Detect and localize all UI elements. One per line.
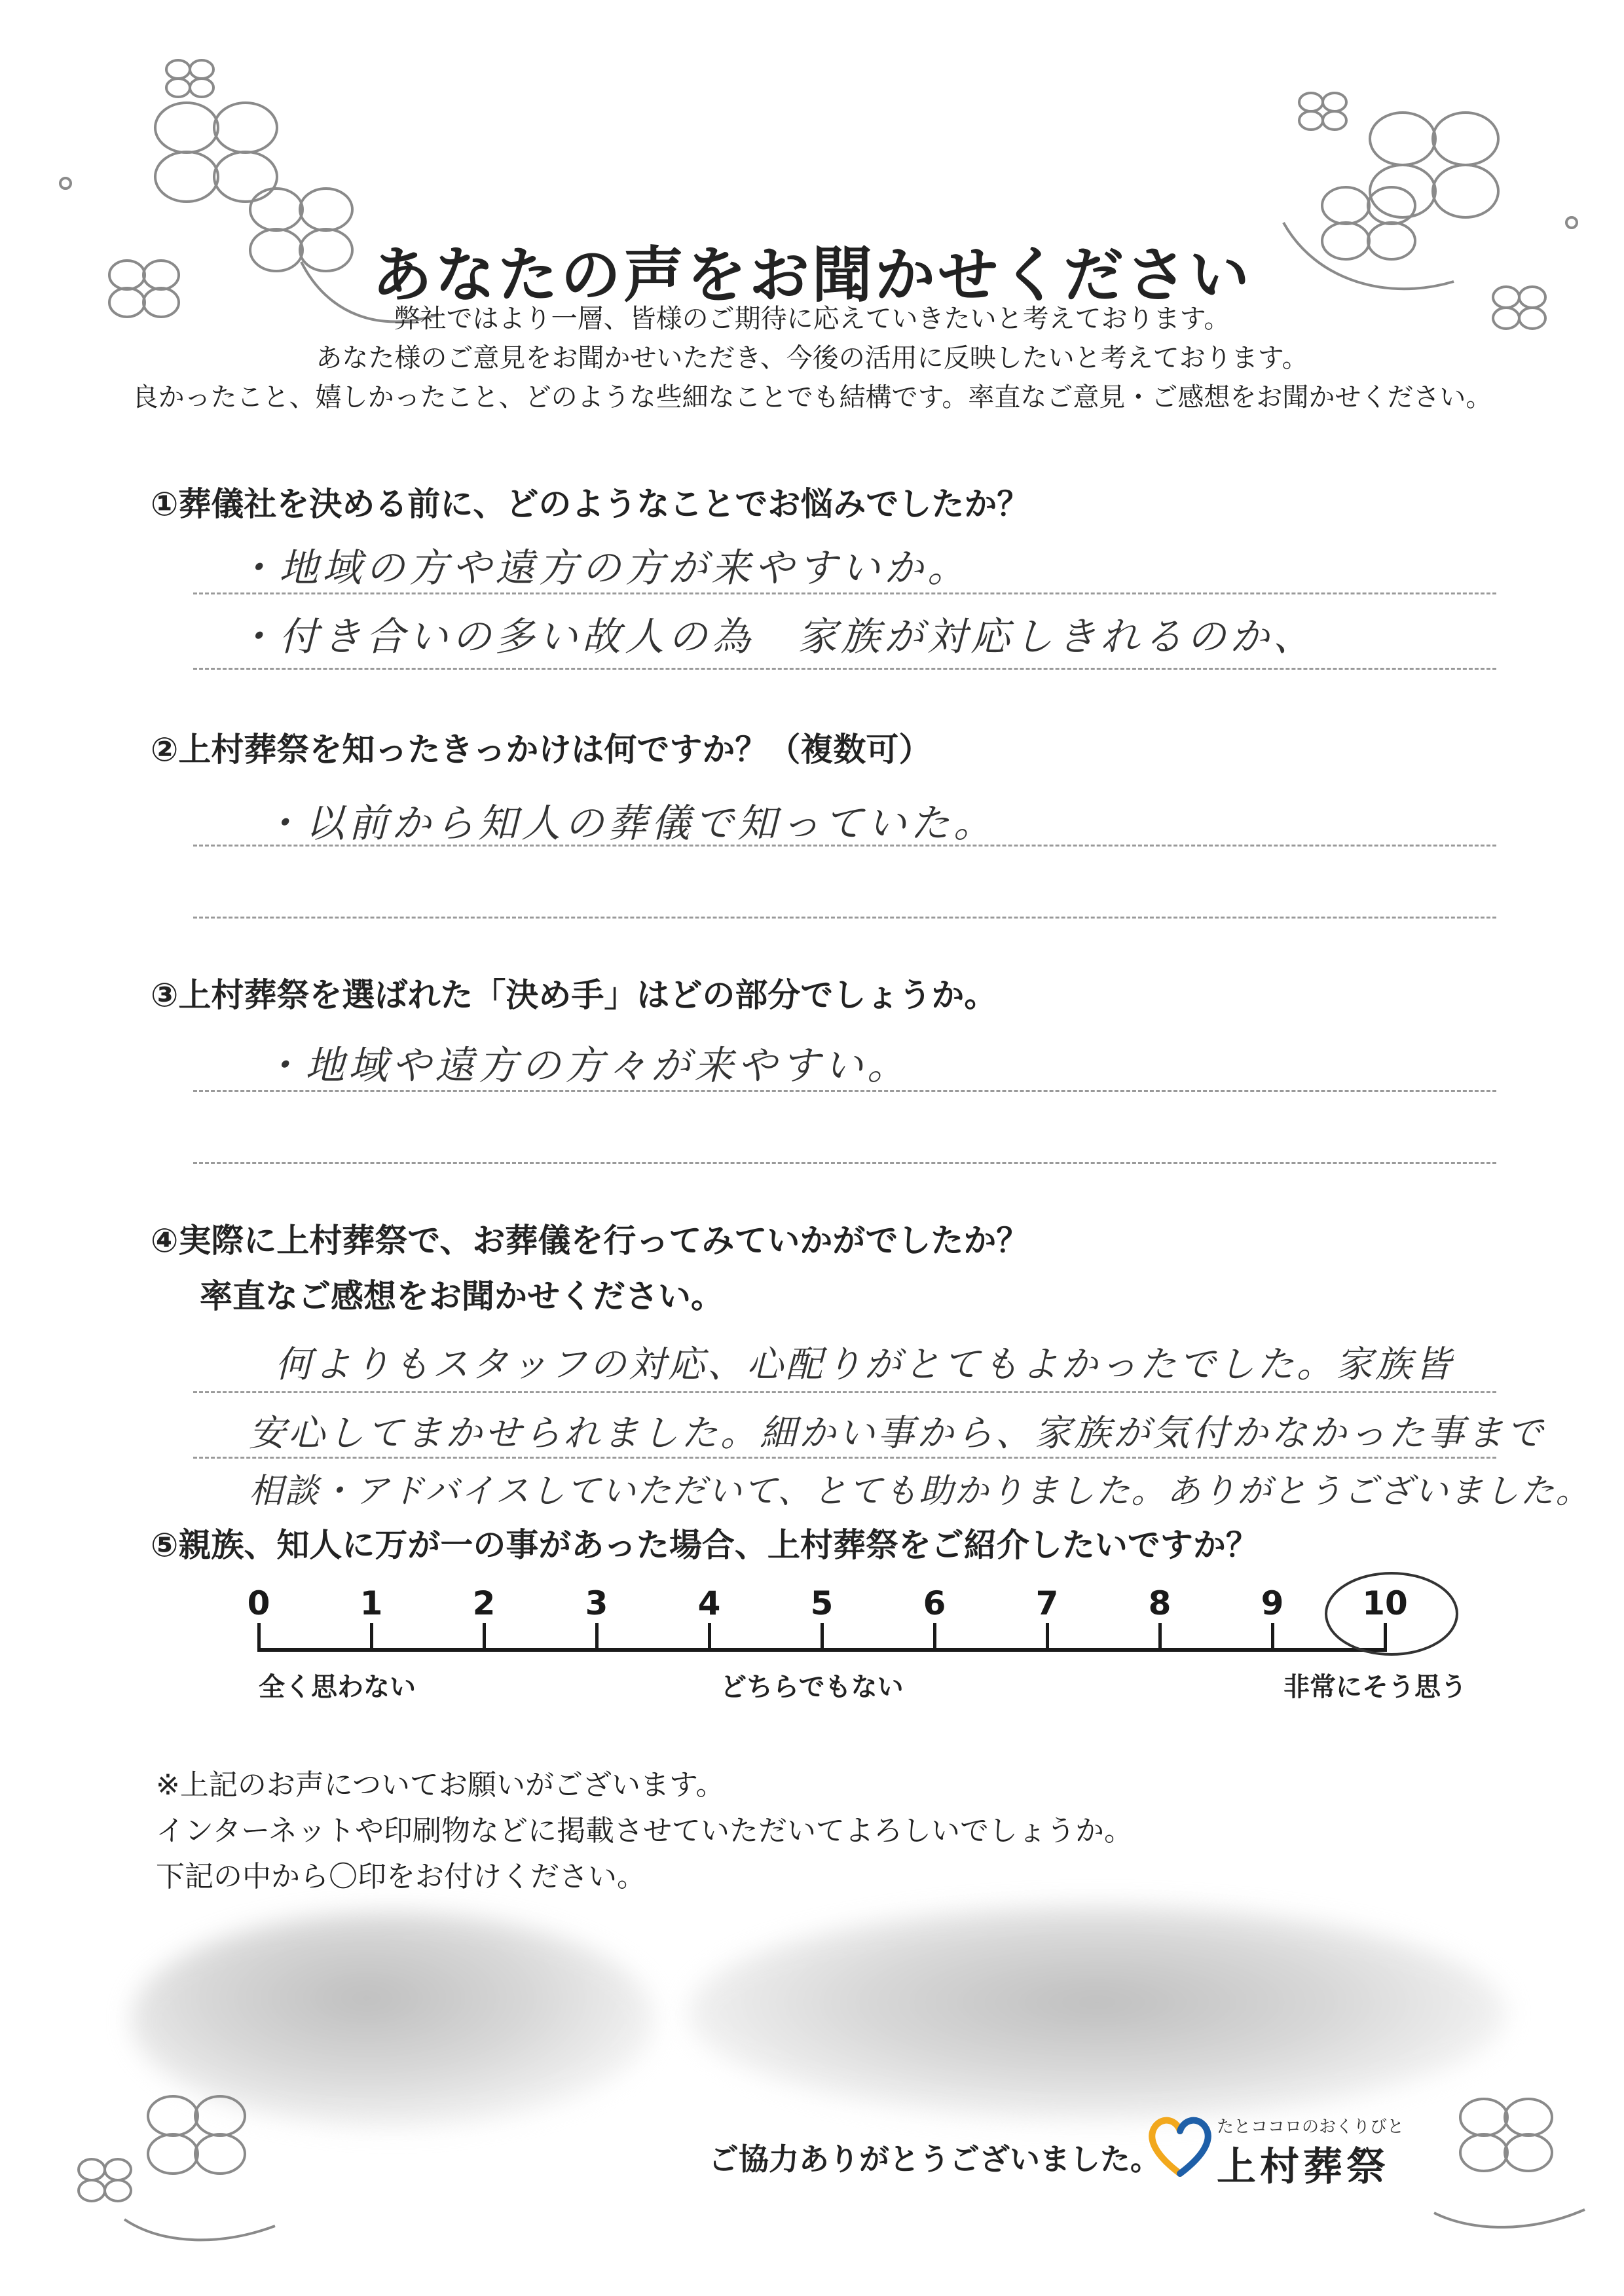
- scale-tick-9: [1271, 1623, 1274, 1652]
- scale-tick-7: [1046, 1623, 1049, 1652]
- logo-tagline: たとココロのおくりびと: [1217, 2117, 1405, 2137]
- scale-tick-1: [370, 1623, 373, 1652]
- scale-tick-2: [483, 1623, 486, 1652]
- heart-logo-icon: [1147, 2108, 1213, 2180]
- thanks-message: ご協力ありがとうございました。: [709, 2141, 1160, 2177]
- intro-line-2: あなた様のご意見をお聞かせいただき、今後の活用に反映したいと考えております。: [316, 343, 1308, 373]
- answer-2-line-1: ・以前から知人の葬儀で知っていた。: [262, 801, 997, 847]
- scale-low-label: 全く思わない: [259, 1672, 416, 1702]
- scale-tick-0: [257, 1623, 261, 1652]
- answer-1-line-2: ・付き合いの多い故人の為 家族が対応しきれるのか、: [236, 614, 1316, 660]
- clover-decoration-bottom-left: [65, 2062, 301, 2259]
- answer-line: [193, 1391, 1496, 1393]
- scale-number-9: 9: [1261, 1584, 1284, 1622]
- selected-rating-circle: [1320, 1568, 1464, 1660]
- answer-4-line-2: 安心してまかせられました。細かい事から、家族が気付かなかった事まで: [249, 1412, 1545, 1455]
- scale-mid-label: どちらでもない: [720, 1672, 904, 1702]
- question-5: ⑤親族、知人に万が一の事があった場合、上村葬祭をご紹介したいですか？: [151, 1526, 1259, 1564]
- logo-name: 上村葬祭: [1217, 2144, 1390, 2190]
- scale-number-7: 7: [1035, 1584, 1059, 1622]
- answer-line: [193, 1457, 1496, 1459]
- scale-high-label: 非常にそう思う: [1283, 1672, 1467, 1702]
- question-2: ②上村葬祭を知ったきっかけは何ですか？（複数可）: [151, 731, 932, 769]
- answer-line: [193, 845, 1496, 847]
- answer-4-line-3: 相談・アドバイスしていただいて、とても助かりました。ありがとうございました。: [249, 1472, 1591, 1511]
- answer-1-line-1: ・地域の方や遠方の方が来やすいか。: [236, 545, 970, 591]
- scale-number-3: 3: [585, 1584, 608, 1622]
- question-1: ①葬儀社を決める前に、どのようなことでお悩みでしたか？: [151, 485, 1030, 523]
- scale-number-0: 0: [247, 1584, 270, 1622]
- note-line-3: 下記の中から〇印をお付けください。: [156, 1860, 646, 1893]
- question-3: ③上村葬祭を選ばれた「決め手」はどの部分でしょうか。: [151, 976, 997, 1014]
- redacted-area-right: [688, 1905, 1506, 2121]
- note-line-2: インターネットや印刷物などに掲載させていただいてよろしいでしょうか。: [156, 1814, 1134, 1848]
- scale-tick-8: [1158, 1623, 1162, 1652]
- scale-tick-4: [708, 1623, 711, 1652]
- question-4-sub: 率直なご感想をお聞かせください。: [200, 1277, 724, 1315]
- intro-line-3: 良かったこと、嬉しかったこと、どのような些細なことでも結構です。率直なご意見・ご感想をお聞かせください。: [132, 382, 1492, 412]
- scale-number-1: 1: [360, 1584, 383, 1622]
- answer-4-line-1: 何よりもスタッフの対応、心配りがとてもよかったでした。家族皆: [275, 1343, 1454, 1386]
- scale-number-4: 4: [697, 1584, 721, 1622]
- intro-line-1: 弊社ではより一層、皆様のご期待に応えていきたいと考えております。: [394, 304, 1230, 334]
- page-title: あなたの声をお聞かせください: [371, 240, 1252, 310]
- scale-number-10: 10: [1362, 1584, 1408, 1622]
- note-line-1: ※上記のお声についてお願いがございます。: [156, 1768, 725, 1802]
- question-4: ④実際に上村葬祭で、お葬儀を行ってみていかがでしたか？: [151, 1222, 1029, 1260]
- scale-tick-5: [821, 1623, 824, 1652]
- answer-line: [193, 1090, 1496, 1092]
- scale-tick-3: [595, 1623, 599, 1652]
- answer-line: [193, 1162, 1496, 1164]
- clover-decoration-bottom-right: [1408, 2069, 1604, 2239]
- answer-line: [193, 917, 1496, 919]
- answer-3-line-1: ・地域や遠方の方々が来やすい。: [262, 1043, 910, 1089]
- scale-number-2: 2: [472, 1584, 496, 1622]
- scale-number-5: 5: [810, 1584, 834, 1622]
- scale-number-6: 6: [923, 1584, 946, 1622]
- scale-tick-6: [933, 1623, 936, 1652]
- scale-number-8: 8: [1148, 1584, 1172, 1622]
- answer-line: [193, 592, 1496, 594]
- answer-line: [193, 668, 1496, 670]
